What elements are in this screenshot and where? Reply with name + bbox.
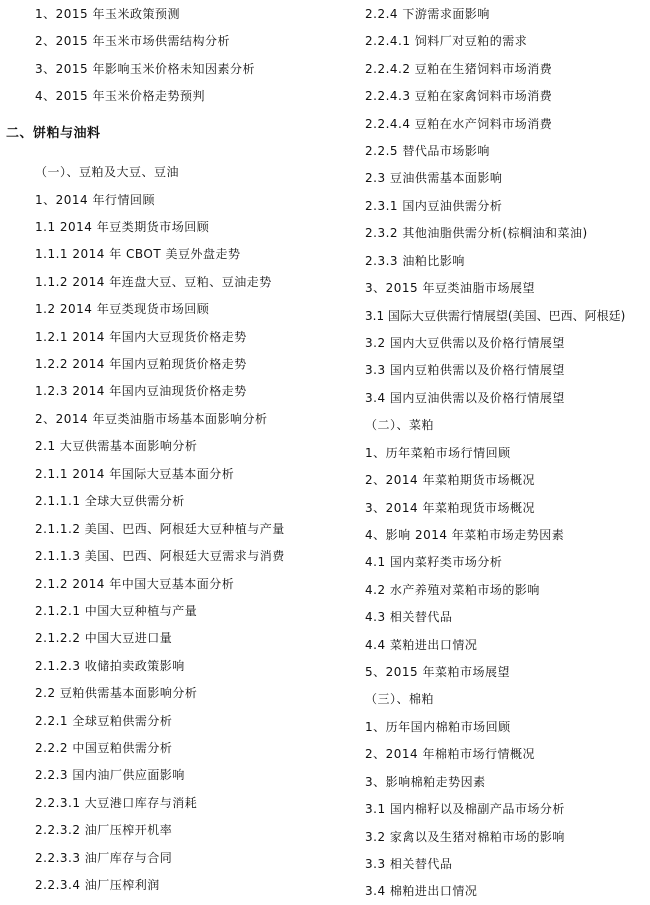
subsection-heading: （二）、菜粕 xyxy=(365,418,435,432)
toc-entry: 2.1.1.1 全球大豆供需分析 xyxy=(35,494,185,508)
toc-entry: 3.4 棉粕进出口情况 xyxy=(365,884,478,898)
toc-entry: 3.2 国内大豆供需以及价格行情展望 xyxy=(365,336,565,350)
toc-entry: 1、历年菜粕市场行情回顾 xyxy=(365,446,511,460)
toc-entry: 5、2015 年菜粕市场展望 xyxy=(365,665,510,679)
toc-entry: 1、2014 年行情回顾 xyxy=(35,193,155,207)
toc-entry: 2.2.1 全球豆粕供需分析 xyxy=(35,714,173,728)
toc-entry: 4.3 相关替代品 xyxy=(365,610,453,624)
toc-entry: 1.2.3 2014 年国内豆油现货价格走势 xyxy=(35,384,247,398)
toc-entry: 2.2.3.2 油厂压榨开机率 xyxy=(35,823,173,837)
section-heading: 二、饼粕与油料 xyxy=(6,126,101,141)
toc-entry: 1.2.2 2014 年国内豆粕现货价格走势 xyxy=(35,357,247,371)
toc-entry: 2.1.1 2014 年国际大豆基本面分析 xyxy=(35,467,235,481)
toc-entry: 3、2015 年豆类油脂市场展望 xyxy=(365,281,535,295)
toc-entry: 3.3 相关替代品 xyxy=(365,857,453,871)
toc-entry: 2.3.3 油粕比影响 xyxy=(365,254,465,268)
toc-entry: 2.2 豆粕供需基本面影响分析 xyxy=(35,686,198,700)
subsection-heading: （三）、棉粕 xyxy=(365,692,435,706)
toc-entry: 1.2.1 2014 年国内大豆现货价格走势 xyxy=(35,330,247,344)
toc-entry: 2、2014 年菜粕期货市场概况 xyxy=(365,473,535,487)
toc-entry: 2.2.2 中国豆粕供需分析 xyxy=(35,741,173,755)
toc-entry: 1、2015 年玉米政策预测 xyxy=(35,7,180,21)
toc-entry: 2.1.2 2014 年中国大豆基本面分析 xyxy=(35,577,235,591)
toc-entry: 3、2014 年菜粕现货市场概况 xyxy=(365,501,535,515)
toc-entry: 2.2.3.1 大豆港口库存与消耗 xyxy=(35,796,198,810)
toc-entry: 2.2.4.2 豆粕在生猪饲料市场消费 xyxy=(365,62,553,76)
toc-entry: 3、影响棉粕走势因素 xyxy=(365,775,486,789)
toc-entry: 1.1.2 2014 年连盘大豆、豆粕、豆油走势 xyxy=(35,275,272,289)
toc-entry: 3.2 家禽以及生猪对棉粕市场的影响 xyxy=(365,830,565,844)
toc-entry: 2.1.1.2 美国、巴西、阿根廷大豆种植与产量 xyxy=(35,522,285,536)
toc-entry: 2.2.3.4 油厂压榨利润 xyxy=(35,878,160,892)
toc-entry: 3.3 国内豆粕供需以及价格行情展望 xyxy=(365,363,565,377)
toc-entry: 2.3 豆油供需基本面影响 xyxy=(365,171,503,185)
toc-entry: 2.1.1.3 美国、巴西、阿根廷大豆需求与消费 xyxy=(35,549,285,563)
toc-entry: 2.2.3 国内油厂供应面影响 xyxy=(35,768,185,782)
toc-entry: 3.1 国内棉籽以及棉副产品市场分析 xyxy=(365,802,565,816)
toc-entry: 4.2 水产养殖对菜粕市场的影响 xyxy=(365,583,540,597)
toc-entry: 1.1 2014 年豆类期货市场回顾 xyxy=(35,220,210,234)
toc-entry: 2.3.1 国内豆油供需分析 xyxy=(365,199,503,213)
toc-entry: 2、2014 年豆类油脂市场基本面影响分析 xyxy=(35,412,268,426)
toc-entry: 2、2014 年棉粕市场行情概况 xyxy=(365,747,535,761)
toc-entry: 2、2015 年玉米市场供需结构分析 xyxy=(35,34,230,48)
toc-entry: 1.1.1 2014 年 CBOT 美豆外盘走势 xyxy=(35,247,241,261)
toc-entry: 4.1 国内菜籽类市场分析 xyxy=(365,555,503,569)
toc-entry: 2.2.3.3 油厂库存与合同 xyxy=(35,851,173,865)
toc-entry: 3、2015 年影响玉米价格未知因素分析 xyxy=(35,62,255,76)
toc-entry: 4.4 菜粕进出口情况 xyxy=(365,638,478,652)
toc-entry: 3.4 国内豆油供需以及价格行情展望 xyxy=(365,391,565,405)
toc-entry: 1、历年国内棉粕市场回顾 xyxy=(365,720,511,734)
toc-entry: 2.2.4 下游需求面影响 xyxy=(365,7,490,21)
toc-entry: 2.1.2.2 中国大豆进口量 xyxy=(35,631,173,645)
toc-entry: 2.1 大豆供需基本面影响分析 xyxy=(35,439,198,453)
toc-entry: 2.2.4.3 豆粕在家禽饲料市场消费 xyxy=(365,89,553,103)
toc-entry: 2.3.2 其他油脂供需分析(棕榈油和菜油) xyxy=(365,226,588,240)
toc-entry: 2.2.4.1 饲料厂对豆粕的需求 xyxy=(365,34,528,48)
toc-entry: 2.1.2.1 中国大豆种植与产量 xyxy=(35,604,198,618)
toc-entry: 2.2.5 替代品市场影响 xyxy=(365,144,490,158)
toc-entry: 1.2 2014 年豆类现货市场回顾 xyxy=(35,302,210,316)
toc-entry: 4、2015 年玉米价格走势预判 xyxy=(35,89,205,103)
toc-entry: 2.1.2.3 收储拍卖政策影响 xyxy=(35,659,185,673)
toc-entry: 2.2.4.4 豆粕在水产饲料市场消费 xyxy=(365,117,553,131)
toc-entry: 4、影响 2014 年菜粕市场走势因素 xyxy=(365,528,565,542)
subsection-heading: （一）、豆粕及大豆、豆油 xyxy=(35,165,180,179)
toc-entry: 3.1 国际大豆供需行情展望(美国、巴西、阿根廷) xyxy=(365,309,626,323)
